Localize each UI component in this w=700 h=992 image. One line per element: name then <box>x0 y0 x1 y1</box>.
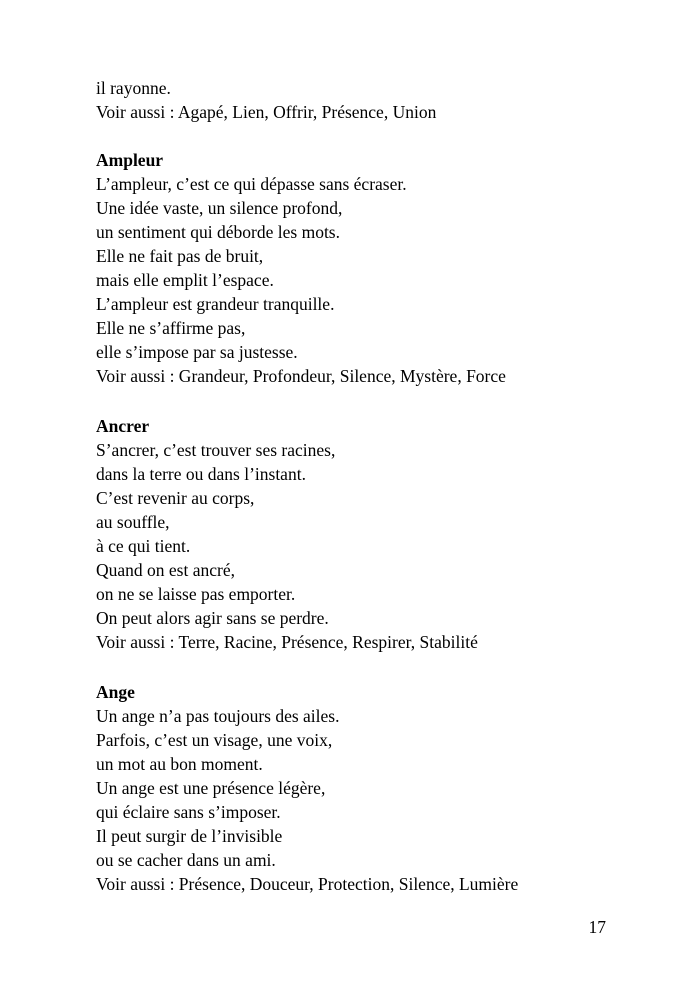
entry-line: Il peut surgir de l’invisible <box>96 826 283 846</box>
entry-line: on ne se laisse pas emporter. <box>96 584 296 604</box>
entry-line: elle s’impose par sa justesse. <box>96 342 298 362</box>
entry-line: au souffle, <box>96 512 170 532</box>
entry-line: On peut alors agir sans se perdre. <box>96 608 329 628</box>
entry-line: L’ampleur est grandeur tranquille. <box>96 294 335 314</box>
entry-see-also: Voir aussi : Terre, Racine, Présence, Respirer, Stabilité <box>96 632 478 652</box>
entry-line: Quand on est ancré, <box>96 560 235 580</box>
intro-line: il rayonne. <box>96 78 171 98</box>
entry-see-also: Voir aussi : Présence, Douceur, Protection, Silence, Lumière <box>96 874 519 894</box>
entry-line: Un ange est une présence légère, <box>96 778 326 798</box>
intro-see-also: Voir aussi : Agapé, Lien, Offrir, Présence, Union <box>96 102 437 122</box>
entry-line: ou se cacher dans un ami. <box>96 850 276 870</box>
entry-line: C’est revenir au corps, <box>96 488 255 508</box>
entry-title-ange: Ange <box>96 682 135 702</box>
entry-line: mais elle emplit l’espace. <box>96 270 274 290</box>
entry-line: un mot au bon moment. <box>96 754 263 774</box>
entry-line: dans la terre ou dans l’instant. <box>96 464 306 484</box>
entry-line: un sentiment qui déborde les mots. <box>96 222 340 242</box>
entry-line: à ce qui tient. <box>96 536 191 556</box>
entry-line: L’ampleur, c’est ce qui dépasse sans écraser. <box>96 174 407 194</box>
entry-line: Parfois, c’est un visage, une voix, <box>96 730 333 750</box>
entry-line: S’ancrer, c’est trouver ses racines, <box>96 440 336 460</box>
page-number: 17 <box>588 917 606 937</box>
entry-see-also: Voir aussi : Grandeur, Profondeur, Silence, Mystère, Force <box>96 366 506 386</box>
entry-title-ancrer: Ancrer <box>96 416 150 436</box>
entry-line: Elle ne s’affirme pas, <box>96 318 246 338</box>
entry-line: Une idée vaste, un silence profond, <box>96 198 343 218</box>
entry-line: Un ange n’a pas toujours des ailes. <box>96 706 340 726</box>
entry-line: qui éclaire sans s’imposer. <box>96 802 281 822</box>
entry-line: Elle ne fait pas de bruit, <box>96 246 264 266</box>
entry-title-ampleur: Ampleur <box>96 150 164 170</box>
